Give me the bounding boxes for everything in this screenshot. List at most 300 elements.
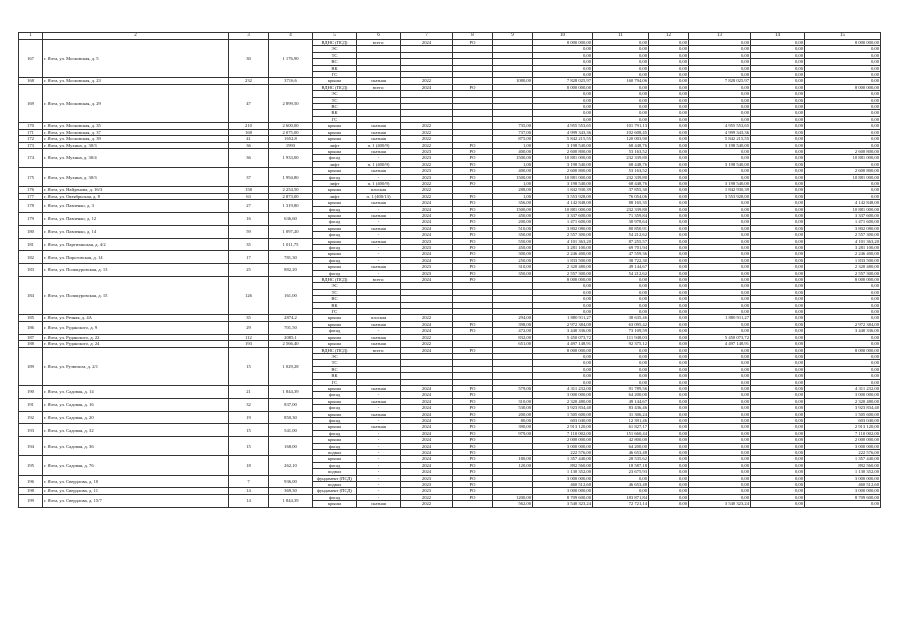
cost-13: 0,00 — [689, 405, 751, 411]
address: г. Ялта, ул. Павленко, д. 12 — [43, 212, 229, 225]
cost-13: 0,00 — [689, 373, 751, 379]
cost-11: 68 448,76 — [593, 180, 649, 186]
cost-12: 0,00 — [649, 65, 689, 71]
total-area: 3716,6 — [269, 78, 313, 84]
address: г. Ялта, ул. Московская, д. 39 — [43, 136, 229, 142]
volume: 550,00 — [493, 238, 533, 244]
total-area: 1 029,28 — [269, 347, 313, 385]
funding-source: РО — [453, 155, 493, 161]
cost-13: 5 450 073,72 — [689, 334, 751, 340]
work-type: фасад — [313, 206, 357, 212]
cost: 4 999 343,36 — [533, 129, 593, 135]
work-subtype: всего: — [357, 40, 401, 46]
total-area: 2 600,00 — [269, 123, 313, 129]
cost: 4 101 363,20 — [533, 238, 593, 244]
cost-15: 2 320 480,00 — [805, 398, 881, 404]
apartments-count: 41 — [229, 136, 269, 142]
cost-12: 0,00 — [649, 123, 689, 129]
cost-13: 0,00 — [689, 385, 751, 391]
cost-15: 0,00 — [805, 123, 881, 129]
work-subtype: - — [357, 482, 401, 488]
work-type: ВК — [313, 373, 357, 379]
cost-11: 72 721,14 — [593, 501, 649, 507]
volume: 400,00 — [493, 168, 533, 174]
apartments-count: 37 — [229, 168, 269, 187]
row-number: 185 — [19, 315, 43, 321]
volume: 979,00 — [493, 430, 533, 436]
year: 2024 — [401, 430, 453, 436]
work-subtype: п. 1 (400/13) — [357, 193, 401, 199]
cost-12: 0,00 — [649, 245, 689, 251]
volume: 310,00 — [493, 264, 533, 270]
cost-12: 0,00 — [649, 302, 689, 308]
cost-14: 0,00 — [751, 168, 805, 174]
work-subtype: скатная — [357, 225, 401, 231]
cost-13: 0,00 — [689, 219, 751, 225]
cost-11: 102 608,45 — [593, 129, 649, 135]
cost-11: 80 850,91 — [593, 225, 649, 231]
cost: 0,00 — [533, 46, 593, 52]
cost-14: 0,00 — [751, 469, 805, 475]
funding-source: РО — [453, 450, 493, 456]
volume: 1080,00 — [493, 78, 533, 84]
cost-13: 0,00 — [689, 59, 751, 65]
cost-14: 0,00 — [751, 488, 805, 494]
register-table — [18, 32, 881, 508]
apartments-count: 19 — [229, 411, 269, 424]
work-type: фундамент (ПСД) — [313, 488, 357, 494]
cost-13: 0,00 — [689, 46, 751, 52]
work-subtype: - — [357, 469, 401, 475]
row-number: 188 — [19, 341, 43, 347]
work-subtype: скатная — [357, 411, 401, 417]
work-subtype: - — [357, 232, 401, 238]
volume: 288,00 — [493, 187, 533, 193]
year: 2024 — [401, 277, 453, 283]
cost-14: 0,00 — [751, 501, 805, 507]
cost: 0,00 — [533, 296, 593, 302]
cost-14: 0,00 — [751, 270, 805, 276]
cost-11: 31 306,24 — [593, 411, 649, 417]
cost-12: 0,00 — [649, 72, 689, 78]
cost: 8 000 000,00 — [533, 277, 593, 283]
work-type: фасад — [313, 443, 357, 449]
cost-15: 0,00 — [805, 59, 881, 65]
address: г. Ялта, ул. Садовая, д. 20 — [43, 411, 229, 424]
year: 2024 — [401, 456, 453, 462]
total-area: 837,00 — [269, 398, 313, 411]
cost-11: 0,00 — [593, 373, 649, 379]
cost-15: 4 311 232,00 — [805, 385, 881, 391]
work-type: фасад — [313, 462, 357, 468]
row-number: 168 — [19, 78, 43, 84]
work-subtype: п. 1 (400/9) — [357, 142, 401, 148]
cost-13: 0,00 — [689, 392, 751, 398]
year: 2022 — [401, 180, 453, 186]
cost-15: 2 913 120,00 — [805, 424, 881, 430]
cost-14: 0,00 — [751, 174, 805, 180]
volume: 579,00 — [493, 385, 533, 391]
total-area: 168,00 — [269, 437, 313, 456]
cost-15: 2 557 300,00 — [805, 270, 881, 276]
row-number: 190 — [19, 385, 43, 398]
cost-12: 0,00 — [649, 443, 689, 449]
address: г. Ялта, ул. Мухина, д. 30/3 — [43, 168, 229, 187]
cost: 8 000 000,00 — [533, 40, 593, 46]
cost-12: 0,00 — [649, 347, 689, 353]
cost: 4 311 232,00 — [533, 385, 593, 391]
cost: 460 512,60 — [533, 482, 593, 488]
work-subtype: - — [357, 405, 401, 411]
cost-13: 0,00 — [689, 65, 751, 71]
address: г. Ялта, ул. Мухина, д. 30/3 — [43, 142, 229, 148]
cost-15: 222 576,00 — [805, 450, 881, 456]
cost-12: 0,00 — [649, 97, 689, 103]
apartments-count: 25 — [229, 264, 269, 277]
cost-11: 73 109,59 — [593, 328, 649, 334]
cost-11: 12 391,46 — [593, 417, 649, 423]
work-subtype: скатная — [357, 148, 401, 154]
cost-15: 892 560,00 — [805, 462, 881, 468]
cost-12: 0,00 — [649, 212, 689, 218]
cost-15: 0,00 — [805, 315, 881, 321]
cost-15: 0,00 — [805, 97, 881, 103]
cost-15: 0,00 — [805, 366, 881, 372]
cost-15: 3 440 336,00 — [805, 328, 881, 334]
cost: 4 142 848,00 — [533, 200, 593, 206]
work-type: крыша — [313, 78, 357, 84]
funding-source: РО — [453, 225, 493, 231]
document-page — [18, 32, 880, 624]
column-number: 8 — [453, 33, 493, 40]
cost-14: 0,00 — [751, 398, 805, 404]
cost-11: 0,00 — [593, 91, 649, 97]
work-type: ЭС — [313, 353, 357, 359]
cost: 5 450 073,72 — [533, 334, 593, 340]
cost-15: 0,00 — [805, 334, 881, 340]
cost-15: 10 881 000,00 — [805, 174, 881, 180]
cost-14: 0,00 — [751, 46, 805, 52]
work-type: ВДНС (ПСД) — [313, 277, 357, 283]
funding-source: РО — [453, 200, 493, 206]
cost: 2 600 800,00 — [533, 168, 593, 174]
cost-13: 3 198 540,00 — [689, 161, 751, 167]
work-type: крыша — [313, 200, 357, 206]
address: г. Ялта, ул. Свердлова, д. 11 — [43, 488, 229, 494]
cost: 0,00 — [533, 116, 593, 122]
column-number: 14 — [751, 33, 805, 40]
funding-source: РО — [453, 193, 493, 199]
cost-11: 42 800,00 — [593, 437, 649, 443]
cost-11: 53 163,52 — [593, 168, 649, 174]
cost-15: 0,00 — [805, 180, 881, 186]
work-type: ЭС — [313, 46, 357, 52]
apartments-count: 15 — [229, 437, 269, 456]
cost-15: 603 040,00 — [805, 417, 881, 423]
cost-15: 0,00 — [805, 302, 881, 308]
cost-13: 0,00 — [689, 462, 751, 468]
cost-11: 46 653,48 — [593, 450, 649, 456]
cost: 3 440 336,00 — [533, 328, 593, 334]
cost-11: 49 144,67 — [593, 264, 649, 270]
total-area: 1993 — [269, 142, 313, 148]
work-subtype: - — [357, 430, 401, 436]
cost-11: 0,00 — [593, 488, 649, 494]
cost-13: 0,00 — [689, 91, 751, 97]
cost-14: 0,00 — [751, 78, 805, 84]
cost-14: 0,00 — [751, 187, 805, 193]
volume: 250,00 — [493, 257, 533, 263]
cost-14: 0,00 — [751, 437, 805, 443]
cost: 222 576,00 — [533, 450, 593, 456]
cost: 1 130 352,00 — [533, 469, 593, 475]
cost-14: 0,00 — [751, 417, 805, 423]
year: 2024 — [401, 347, 453, 353]
funding-source: РО — [453, 405, 493, 411]
address: г. Ялта, ул. Московская, д. 29 — [43, 84, 229, 122]
cost-11: 0,00 — [593, 347, 649, 353]
cost-11: 0,00 — [593, 65, 649, 71]
year: 2023 — [401, 482, 453, 488]
volume: 400,00 — [493, 148, 533, 154]
cost-12: 0,00 — [649, 180, 689, 186]
cost-14: 0,00 — [751, 385, 805, 391]
cost-15: 8 000 000,00 — [805, 40, 881, 46]
cost-12: 0,00 — [649, 321, 689, 327]
column-number: 10 — [533, 33, 593, 40]
cost-15: 0,00 — [805, 353, 881, 359]
row-number: 184 — [19, 277, 43, 315]
year: 2022 — [401, 341, 453, 347]
work-type: фасад — [313, 174, 357, 180]
cost: 10 881 000,00 — [533, 206, 593, 212]
apartments-count: 47 — [229, 84, 269, 122]
cost: 1 505 600,00 — [533, 411, 593, 417]
apartments-count: 17 — [229, 251, 269, 264]
cost-11: 88 165,35 — [593, 200, 649, 206]
year: 2022 — [401, 136, 453, 142]
cost-12: 0,00 — [649, 398, 689, 404]
funding-source: РО — [453, 270, 493, 276]
work-type: подвал — [313, 469, 357, 475]
cost-13: 0,00 — [689, 321, 751, 327]
cost-15: 0,00 — [805, 129, 881, 135]
cost-14: 0,00 — [751, 328, 805, 334]
funding-source: РО — [453, 257, 493, 263]
address: г. Ялта, ул. Садовая, д. 76 — [43, 456, 229, 475]
cost-13: 0,00 — [689, 450, 751, 456]
cost-13: 0,00 — [689, 110, 751, 116]
funding-source: РО — [453, 437, 493, 443]
cost-12: 0,00 — [649, 283, 689, 289]
cost-11: 54 212,62 — [593, 232, 649, 238]
cost-11: 61 827,17 — [593, 424, 649, 430]
cost: 0,00 — [533, 283, 593, 289]
cost-14: 0,00 — [751, 142, 805, 148]
work-type: крыша — [313, 168, 357, 174]
work-subtype: - — [357, 494, 401, 500]
cost-11: 0,00 — [593, 379, 649, 385]
cost-11: 38 722,30 — [593, 257, 649, 263]
column-number: 3 — [229, 33, 269, 40]
work-subtype: скатная — [357, 501, 401, 507]
cost-13: 0,00 — [689, 379, 751, 385]
cost-15: 2 600 800,00 — [805, 168, 881, 174]
volume: 350,00 — [493, 232, 533, 238]
cost-13: 0,00 — [689, 245, 751, 251]
volume: 200,00 — [493, 219, 533, 225]
work-type: ЭС — [313, 283, 357, 289]
cost: 3 000 000,00 — [533, 475, 593, 481]
cost-15: 2 557 300,00 — [805, 232, 881, 238]
total-area: 1652,8 — [269, 136, 313, 142]
cost-11: 101 791,13 — [593, 123, 649, 129]
cost-11: 37 855,30 — [593, 187, 649, 193]
cost-11: 0,00 — [593, 353, 649, 359]
cost-13: 0,00 — [689, 482, 751, 488]
cost: 3 000 000,00 — [533, 443, 593, 449]
cost-15: 0,00 — [805, 296, 881, 302]
cost-14: 0,00 — [751, 155, 805, 161]
year: 2024 — [401, 219, 453, 225]
work-type: крыша — [313, 148, 357, 154]
cost-13: 0,00 — [689, 104, 751, 110]
work-type: крыша — [313, 123, 357, 129]
work-type: ТС — [313, 289, 357, 295]
volume: 832,00 — [493, 334, 533, 340]
year: 2023 — [401, 264, 453, 270]
year: 2024 — [401, 437, 453, 443]
cost-12: 0,00 — [649, 341, 689, 347]
cost-12: 0,00 — [649, 116, 689, 122]
cost-13: 3 553 928,00 — [689, 193, 751, 199]
cost-15: 0,00 — [805, 283, 881, 289]
row-number: 177 — [19, 193, 43, 199]
cost-14: 0,00 — [751, 136, 805, 142]
cost-14: 0,00 — [751, 353, 805, 359]
cost-15: 0,00 — [805, 110, 881, 116]
cost-12: 0,00 — [649, 417, 689, 423]
funding-source: РО — [453, 347, 493, 353]
cost-14: 0,00 — [751, 289, 805, 295]
cost-12: 0,00 — [649, 225, 689, 231]
work-type: фасад — [313, 155, 357, 161]
cost-13: 0,00 — [689, 309, 751, 315]
cost-11: 53 163,52 — [593, 148, 649, 154]
cost-14: 0,00 — [751, 225, 805, 231]
work-subtype: п. 1 (400/9) — [357, 161, 401, 167]
cost-12: 0,00 — [649, 482, 689, 488]
apartments-count: 126 — [229, 277, 269, 315]
work-type: крыша — [313, 212, 357, 218]
cost-13: 4 955 553,65 — [689, 123, 751, 129]
work-subtype: - — [357, 245, 401, 251]
volume: 310,00 — [493, 398, 533, 404]
work-subtype: п. 1 (400/9) — [357, 180, 401, 186]
cost-13: 0,00 — [689, 97, 751, 103]
cost-15: 3 000 000,00 — [805, 475, 881, 481]
volume: 1200,00 — [493, 494, 533, 500]
cost: 3 198 540,00 — [533, 161, 593, 167]
cost: 2 557 300,00 — [533, 232, 593, 238]
apartments-count: 193 — [229, 341, 269, 347]
cost-12: 0,00 — [649, 155, 689, 161]
address: г. Ялта, ул. Руданского, д. 22 — [43, 334, 229, 340]
cost-13: 1 880 911,27 — [689, 315, 751, 321]
cost-13: 0,00 — [689, 40, 751, 46]
year: 2022 — [401, 193, 453, 199]
cost-12: 0,00 — [649, 193, 689, 199]
cost-12: 0,00 — [649, 251, 689, 257]
total-area: 1 994,80 — [269, 168, 313, 187]
apartments-count: 32 — [229, 398, 269, 411]
year: 2024 — [401, 392, 453, 398]
cost-14: 0,00 — [751, 309, 805, 315]
row-number: 196 — [19, 475, 43, 488]
funding-source: РО — [453, 321, 493, 327]
cost-14: 0,00 — [751, 52, 805, 58]
cost-13: 0,00 — [689, 283, 751, 289]
cost-12: 0,00 — [649, 206, 689, 212]
address: г. Ялта, ул. Павленко, д. 3 — [43, 200, 229, 213]
year: 2022 — [401, 142, 453, 148]
total-area: 541,00 — [269, 424, 313, 437]
work-subtype: - — [357, 456, 401, 462]
cost-15: 0,00 — [805, 91, 881, 97]
work-type: ВС — [313, 104, 357, 110]
cost-15: 0,00 — [805, 46, 881, 52]
funding-source: РО — [453, 84, 493, 90]
cost-14: 0,00 — [751, 264, 805, 270]
work-type: крыша — [313, 501, 357, 507]
cost-11: 120 003,90 — [593, 136, 649, 142]
cost-15: 0,00 — [805, 341, 881, 347]
cost-11: 0,00 — [593, 309, 649, 315]
work-type: лифт — [313, 161, 357, 167]
volume: 398,00 — [493, 321, 533, 327]
cost-14: 0,00 — [751, 161, 805, 167]
cost-13: 0,00 — [689, 469, 751, 475]
volume: 737,00 — [493, 129, 533, 135]
total-area: 1 319,80 — [269, 200, 313, 213]
cost-11: 64 200,00 — [593, 392, 649, 398]
volume: 1,00 — [493, 180, 533, 186]
cost-14: 0,00 — [751, 482, 805, 488]
cost-11: 160 794,06 — [593, 78, 649, 84]
work-subtype: - — [357, 328, 401, 334]
cost: 1 842 930,39 — [533, 187, 593, 193]
work-subtype: всего: — [357, 84, 401, 90]
cost-13: 0,00 — [689, 225, 751, 231]
total-area: 2 873,00 — [269, 193, 313, 199]
work-type: подвал — [313, 482, 357, 488]
cost-12: 0,00 — [649, 488, 689, 494]
work-type: ВК — [313, 302, 357, 308]
cost-11: 87 255,57 — [593, 238, 649, 244]
cost-13: 0,00 — [689, 148, 751, 154]
work-subtype: плоская — [357, 187, 401, 193]
cost: 3 553 928,00 — [533, 193, 593, 199]
total-area: 161,00 — [269, 277, 313, 315]
work-type: крыша — [313, 385, 357, 391]
cost-13: 0,00 — [689, 251, 751, 257]
column-number: 4 — [269, 33, 313, 40]
cost-11: 46 653,48 — [593, 482, 649, 488]
cost-13: 0,00 — [689, 328, 751, 334]
cost: 7 110 002,00 — [533, 430, 593, 436]
cost-13: 0,00 — [689, 430, 751, 436]
volume: 300,00 — [493, 251, 533, 257]
